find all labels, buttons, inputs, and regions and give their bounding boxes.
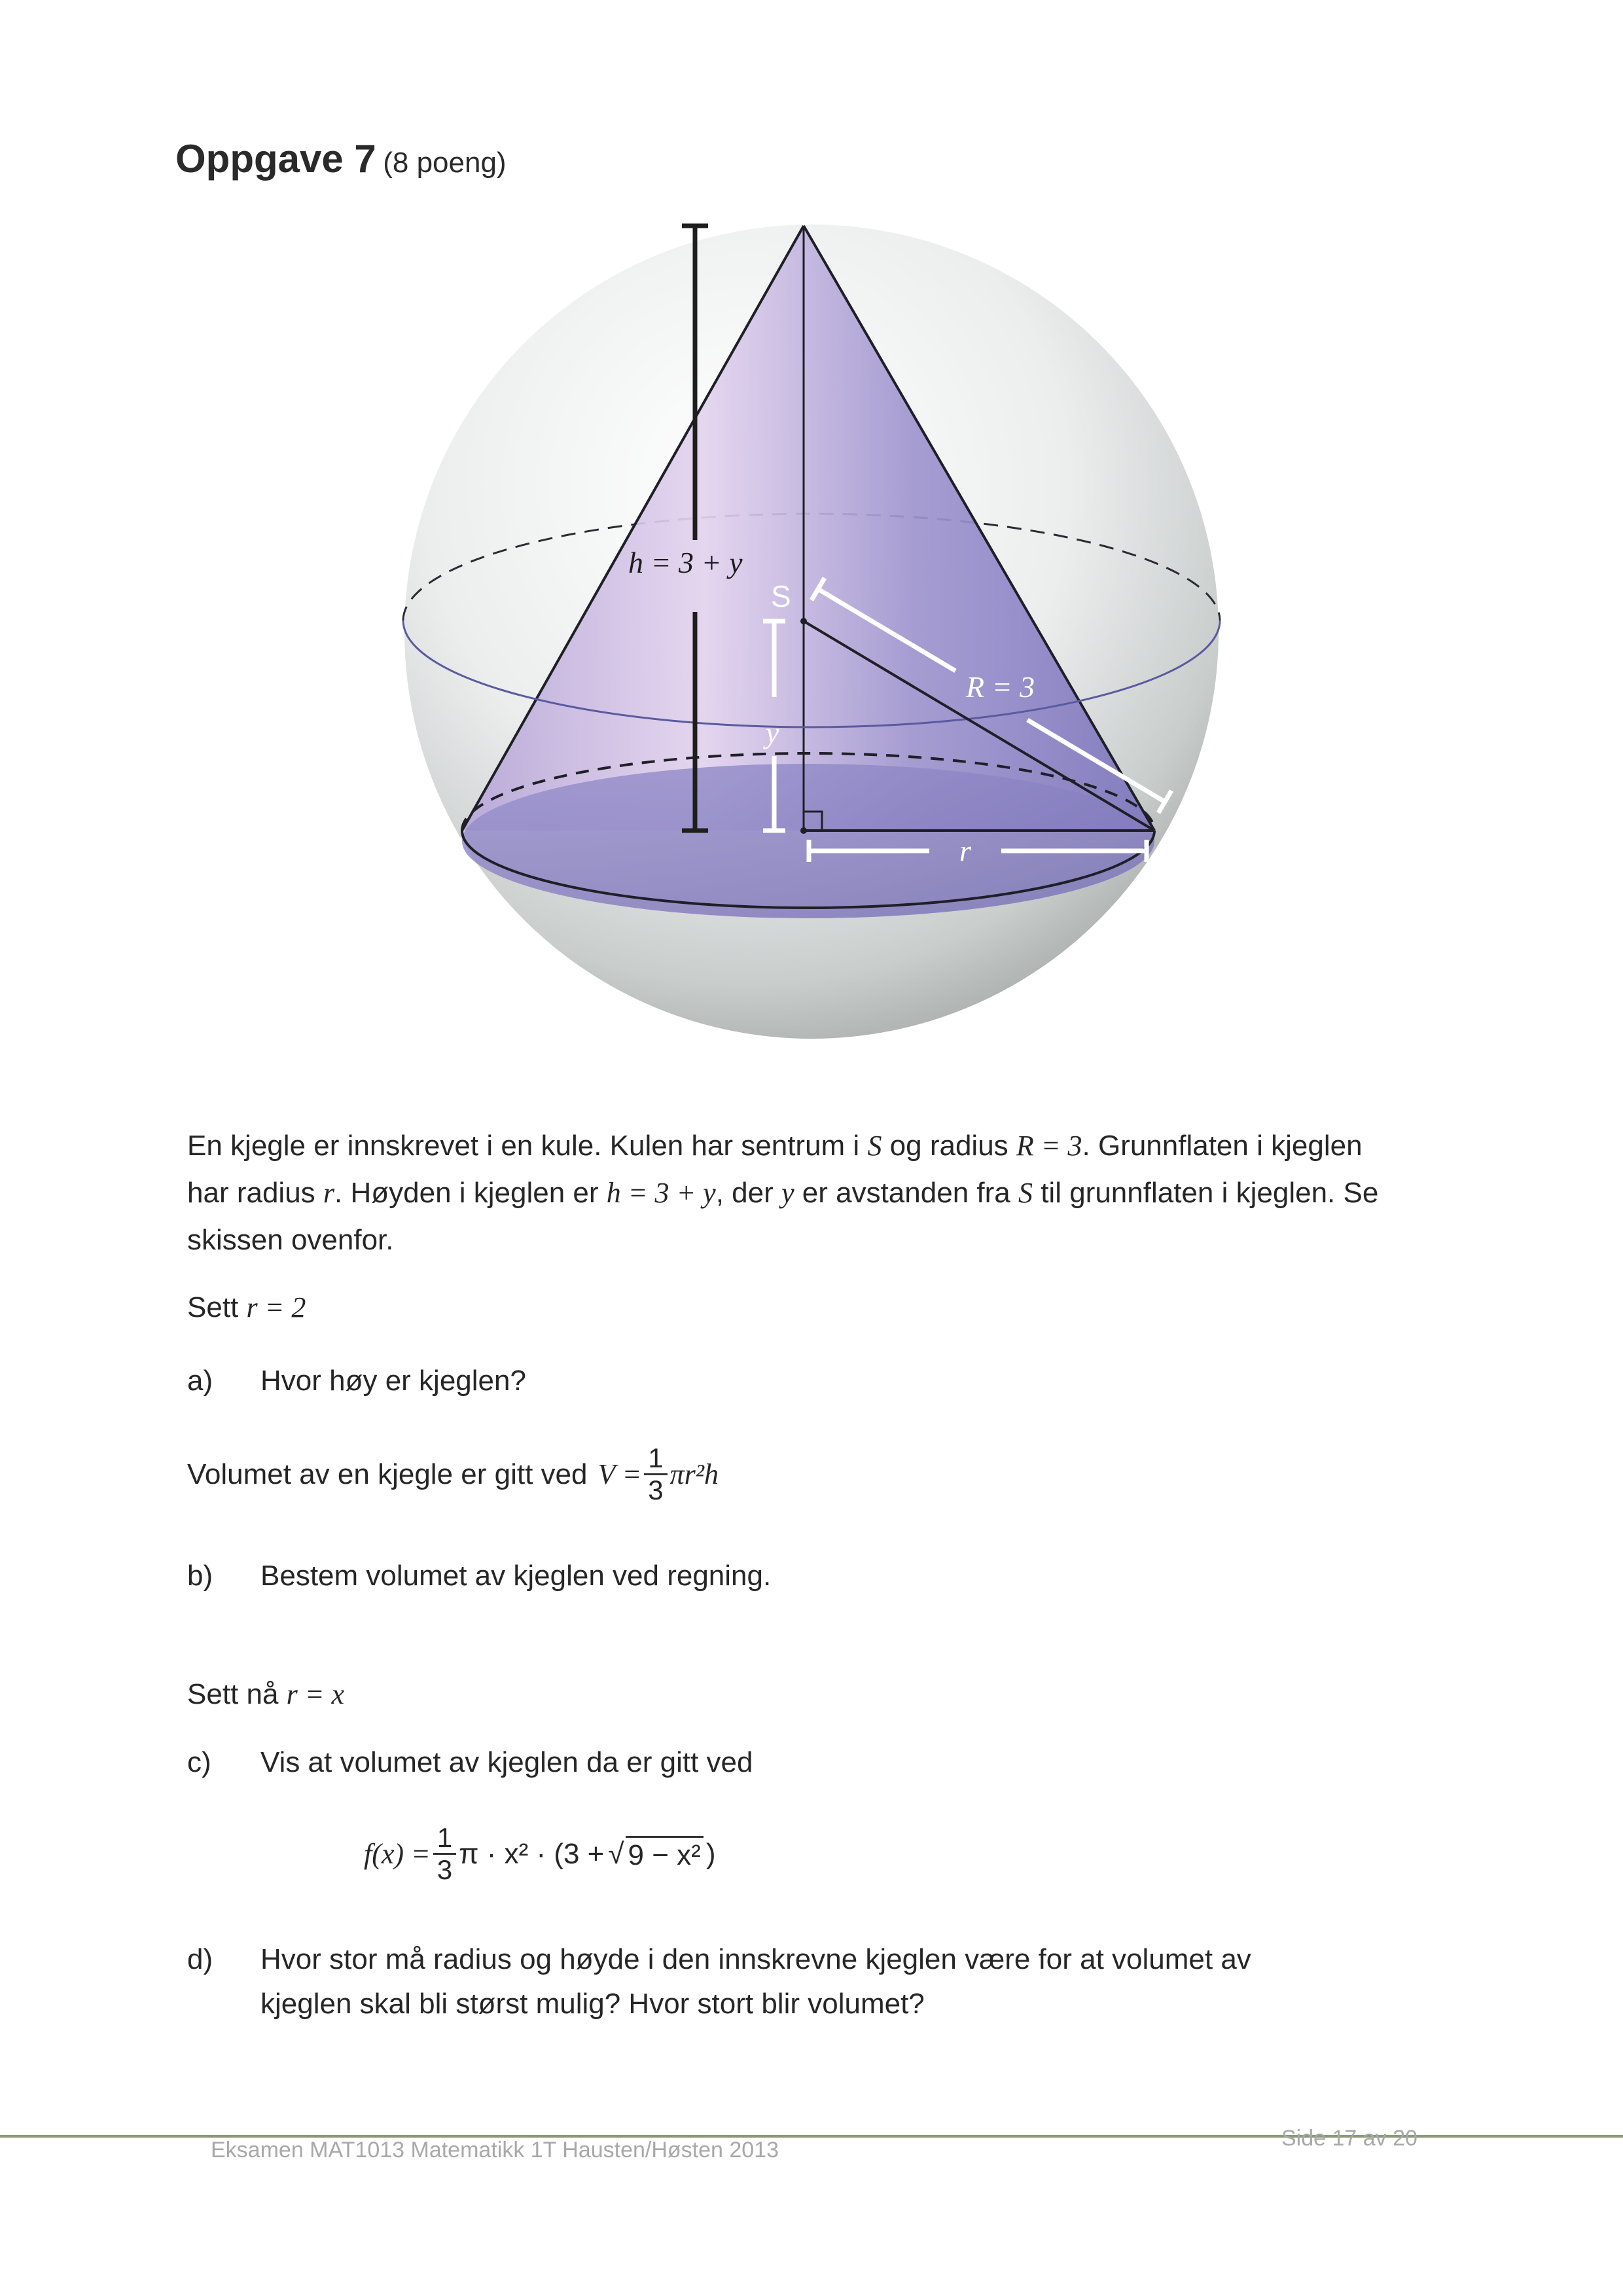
footer-page-number: Side 17 av 20 [1281, 2126, 1418, 2151]
question-d [187, 1937, 1251, 2026]
intro-text-2: og radius [889, 1130, 1008, 1162]
label-y: y [766, 716, 779, 749]
volume-formula-line [187, 1443, 719, 1505]
volume-function-formula [364, 1823, 715, 1885]
formula-fraction-numerator: 1 [433, 1823, 456, 1855]
intro-var-S-2: S [1018, 1177, 1033, 1209]
volume-fraction-numerator: 1 [644, 1443, 667, 1475]
set-r-2 [187, 1291, 306, 1324]
cone-in-sphere-figure [393, 213, 1230, 1050]
intro-text-1: En kjegle er innskrevet i en kule. Kulen har sentrum i [187, 1130, 860, 1162]
set-label: Sett [187, 1291, 239, 1323]
volume-text: Volumet av en kjegle er gitt ved [187, 1458, 588, 1490]
set2-expression: r = x [286, 1678, 345, 1710]
question-d-letter: d) [187, 1943, 213, 1975]
set-r-x [187, 1677, 344, 1711]
label-S: S [771, 579, 791, 613]
formula-lhs: f(x) = [364, 1838, 431, 1870]
set-expression: r = 2 [246, 1291, 306, 1323]
question-b [187, 1560, 771, 1592]
intro-text-5: , der [715, 1177, 774, 1209]
base-center-point [800, 827, 807, 834]
question-c-letter: c) [187, 1746, 211, 1778]
label-r: r [959, 834, 971, 867]
question-c-text: Vis at volumet av kjeglen da er gitt ved [260, 1746, 753, 1778]
label-h: h = 3 + y [628, 546, 743, 579]
intro-R-equation: R = 3 [1016, 1130, 1082, 1162]
task-heading: Oppgave 7 [175, 137, 376, 181]
question-d-line2: kjeglen skal bli størst mulig? Hvor stort blir volumet? [260, 1988, 925, 2020]
formula-fraction-denominator: 3 [437, 1854, 453, 1885]
figure-svg [393, 213, 1230, 1050]
volume-fraction [644, 1443, 667, 1505]
intro-var-r: r [323, 1177, 335, 1209]
formula-close: ) [705, 1837, 716, 1870]
formula-sqrt-radicand: 9 − x² [626, 1836, 704, 1872]
volume-lhs: V = [597, 1458, 642, 1490]
task-points: (8 poeng) [383, 147, 507, 179]
question-c [187, 1746, 753, 1779]
intro-paragraph [187, 1122, 1391, 1264]
intro-h-equation: h = 3 + y [606, 1177, 716, 1209]
question-d-line1: Hvor stor må radius og høyde i den innskrevne kjeglen være for at volumet av [260, 1943, 1251, 1975]
question-a-letter: a) [187, 1365, 213, 1397]
sqrt-sign: √ [608, 1837, 624, 1870]
question-a [187, 1365, 526, 1397]
intro-text-7: til grunnflaten i kjeglen. Se skissen ovenfor. [187, 1177, 1379, 1256]
formula-middle: π · x² · (3 + [459, 1837, 605, 1870]
formula-fraction [433, 1823, 456, 1885]
intro-text-3: . Grunnflaten i kjeglen har radius [187, 1130, 1363, 1209]
intro-var-y: y [781, 1177, 794, 1209]
intro-var-S: S [867, 1130, 882, 1162]
task-title [175, 136, 507, 181]
set2-label: Sett nå [187, 1678, 279, 1710]
volume-fraction-denominator: 3 [648, 1475, 664, 1505]
label-R: R = 3 [966, 670, 1035, 704]
question-a-text: Hvor høy er kjeglen? [260, 1365, 526, 1397]
intro-text-6: er avstanden fra [802, 1177, 1010, 1209]
intro-text-4: . Høyden i kjeglen er [334, 1177, 599, 1209]
question-b-text: Bestem volumet av kjeglen ved regning. [260, 1560, 772, 1592]
footer-exam-title: Eksamen MAT1013 Matematikk 1T Hausten/Høsten 2013 [211, 2138, 779, 2162]
question-b-letter: b) [187, 1560, 213, 1592]
center-point-S [800, 618, 807, 624]
volume-rhs: πr²h [669, 1458, 719, 1490]
